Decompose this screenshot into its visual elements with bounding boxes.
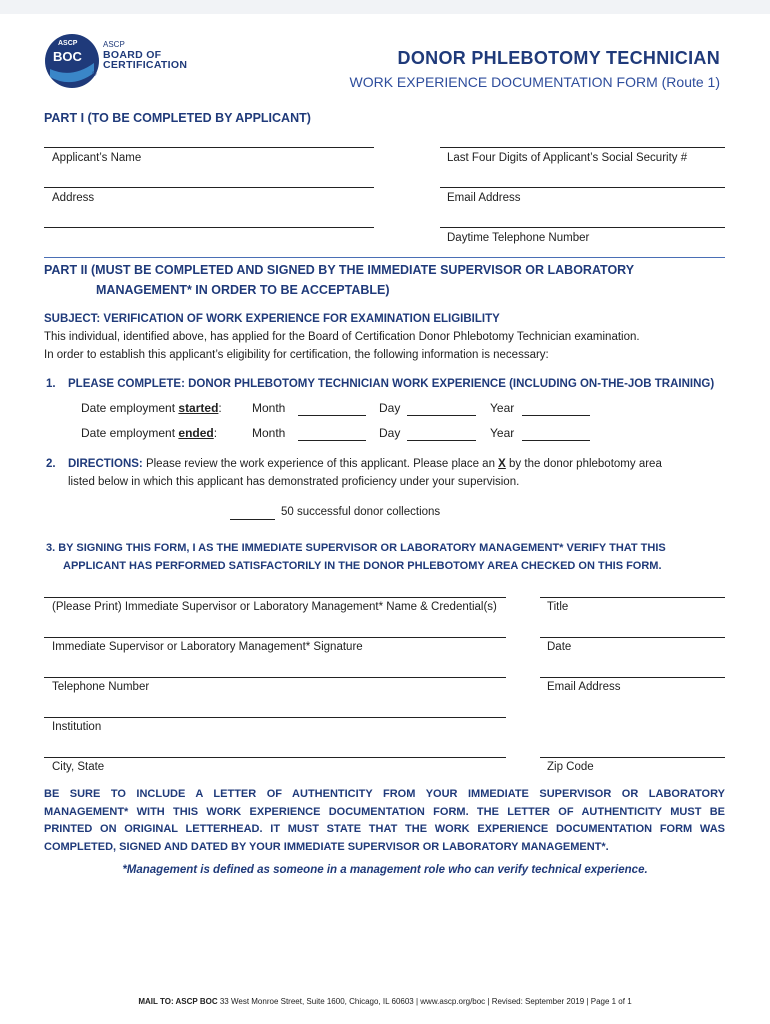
directions-text-b: by the donor phlebotomy area <box>505 458 662 470</box>
part2-heading-line1: PART II (MUST BE COMPLETED AND SIGNED BY THE IMMEDIATE SUPERVISOR OR LABORATORY <box>44 263 635 277</box>
date-started-colon: : <box>218 401 222 415</box>
item1-number: 1. <box>46 378 56 390</box>
supervisor-phone-label: Telephone Number <box>52 681 150 693</box>
logo-line3: CERTIFICATION <box>103 59 188 71</box>
logo-wordmark <box>103 40 187 70</box>
end-day-field[interactable] <box>407 440 476 441</box>
item2-directions <box>68 458 662 470</box>
supervisor-name-line[interactable] <box>44 597 506 598</box>
directions-text-c: listed below in which this applicant has demonstrated proficiency under your supervision. <box>68 476 520 488</box>
intro-line2: In order to establish this applicant’s eligibility for certification, the following information is necessary: <box>44 349 549 361</box>
supervisor-signature-line[interactable] <box>44 637 506 638</box>
item1-heading: PLEASE COMPLETE: DONOR PHLEBOTOMY TECHNICIAN WORK EXPERIENCE (INCLUDING ON-THE-JOB TRAINING) <box>68 378 715 390</box>
daytime-phone-label: Daytime Telephone Number <box>447 232 590 244</box>
applicant-name-line[interactable] <box>44 147 374 148</box>
notice-line2: MANAGEMENT* WITH THIS WORK EXPERIENCE DOCUMENTATION FORM. THE LETTER OF AUTHENTICITY MUST BE <box>44 806 725 818</box>
donor-collections-checkbox-line[interactable] <box>230 519 275 520</box>
start-day-field[interactable] <box>407 415 476 416</box>
signature-date-line[interactable] <box>540 637 725 638</box>
date-started-word: started <box>178 401 219 415</box>
ssn-label: Last Four Digits of Applicant’s Social Security # <box>447 152 688 164</box>
supervisor-phone-line[interactable] <box>44 677 506 678</box>
top-bar <box>0 0 770 14</box>
logo-line2: BOARD OF <box>103 49 162 61</box>
page-title: DONOR PHLEBOTOMY TECHNICIAN <box>397 48 720 68</box>
directions-label: DIRECTIONS: <box>68 458 143 470</box>
applicant-email-label: Email Address <box>447 192 521 204</box>
date-ended-word: ended <box>178 426 214 440</box>
supervisor-email-label: Email Address <box>547 681 621 693</box>
daytime-phone-line[interactable] <box>440 227 725 228</box>
city-state-line[interactable] <box>44 757 506 758</box>
start-day-label: Day <box>379 401 401 415</box>
ascp-boc-logo <box>44 33 100 89</box>
supervisor-title-label: Title <box>547 601 569 613</box>
institution-label: Institution <box>52 721 102 733</box>
start-month-field[interactable] <box>298 415 366 416</box>
end-day-label: Day <box>379 426 401 440</box>
subject-line: SUBJECT: VERIFICATION OF WORK EXPERIENCE FOR EXAMINATION ELIGIBILITY <box>44 313 500 325</box>
part2-heading-line2: MANAGEMENT* IN ORDER TO BE ACCEPTABLE) <box>96 283 390 297</box>
applicant-name-label: Applicant’s Name <box>52 152 142 164</box>
zip-code-line[interactable] <box>540 757 725 758</box>
applicant-email-line[interactable] <box>440 187 725 188</box>
logo-small-text: ASCP <box>58 40 78 47</box>
logo-mark-text: BOC <box>53 49 82 64</box>
supervisor-email-line[interactable] <box>540 677 725 678</box>
signature-date-label: Date <box>547 641 572 653</box>
city-state-label: City, State <box>52 761 105 773</box>
supervisor-signature-label: Immediate Supervisor or Laboratory Management* Signature <box>52 641 363 653</box>
management-definition: *Management is defined as someone in a management role who can verify technical experience. <box>122 864 648 876</box>
institution-line[interactable] <box>44 717 506 718</box>
start-year-label: Year <box>490 401 515 415</box>
item2-number: 2. <box>46 458 56 470</box>
address-line[interactable] <box>44 187 374 188</box>
end-year-label: Year <box>490 426 515 440</box>
supervisor-name-label: (Please Print) Immediate Supervisor or Laboratory Management* Name & Credential(s) <box>52 601 497 613</box>
section-divider <box>44 257 725 258</box>
end-month-label: Month <box>252 426 286 440</box>
footer-details: 33 West Monroe Street, Suite 1600, Chicago, IL 60603 | www.ascp.org/boc | Revised: September 2019 | Page 1 of 1 <box>219 997 632 1006</box>
page-subtitle: WORK EXPERIENCE DOCUMENTATION FORM (Route 1) <box>349 74 720 90</box>
end-month-field[interactable] <box>298 440 366 441</box>
directions-text-a: Please review the work experience of this applicant. Please place an <box>142 458 499 470</box>
supervisor-title-line[interactable] <box>540 597 725 598</box>
end-year-field[interactable] <box>522 440 590 441</box>
date-ended-pre: Date employment <box>81 426 179 440</box>
intro-line1: This individual, identified above, has applied for the Board of Certification Donor Phlebotomy Technician examination. <box>44 331 640 343</box>
logo-registered: ® <box>92 72 97 78</box>
item3-line2: APPLICANT HAS PERFORMED SATISFACTORILY IN THE DONOR PHLEBOTOMY AREA CHECKED ON THIS FORM. <box>63 560 662 572</box>
footer-mail-to: MAIL TO: ASCP BOC <box>138 997 218 1006</box>
logo-line1: ASCP <box>103 40 125 49</box>
ssn-line[interactable] <box>440 147 725 148</box>
footer <box>0 997 770 1006</box>
part1-heading: PART I (TO BE COMPLETED BY APPLICANT) <box>44 111 311 125</box>
item3-line1: 3. BY SIGNING THIS FORM, I AS THE IMMEDIATE SUPERVISOR OR LABORATORY MANAGEMENT* VERIFY THAT THIS <box>46 542 666 554</box>
address-line-2[interactable] <box>44 227 374 228</box>
donor-collections-option: 50 successful donor collections <box>281 506 441 518</box>
notice-line3: PRINTED ON ORIGINAL LETTERHEAD. IT MUST STATE THAT THE WORK EXPERIENCE DOCUMENTATION FORM WAS <box>44 823 725 835</box>
notice-line4: COMPLETED, SIGNED AND DATED BY YOUR IMMEDIATE SUPERVISOR OR LABORATORY MANAGEMENT*. <box>44 841 609 853</box>
notice-line1: BE SURE TO INCLUDE A LETTER OF AUTHENTICITY FROM YOUR IMMEDIATE SUPERVISOR OR LABORATORY <box>44 788 725 800</box>
zip-code-label: Zip Code <box>547 761 594 773</box>
directions-x: X <box>498 458 506 470</box>
date-started-pre: Date employment <box>81 401 179 415</box>
date-ended-label <box>81 426 217 440</box>
start-year-field[interactable] <box>522 415 590 416</box>
date-ended-colon: : <box>213 426 218 440</box>
address-label: Address <box>52 192 95 204</box>
start-month-label: Month <box>252 401 286 415</box>
date-started-label <box>81 401 222 415</box>
